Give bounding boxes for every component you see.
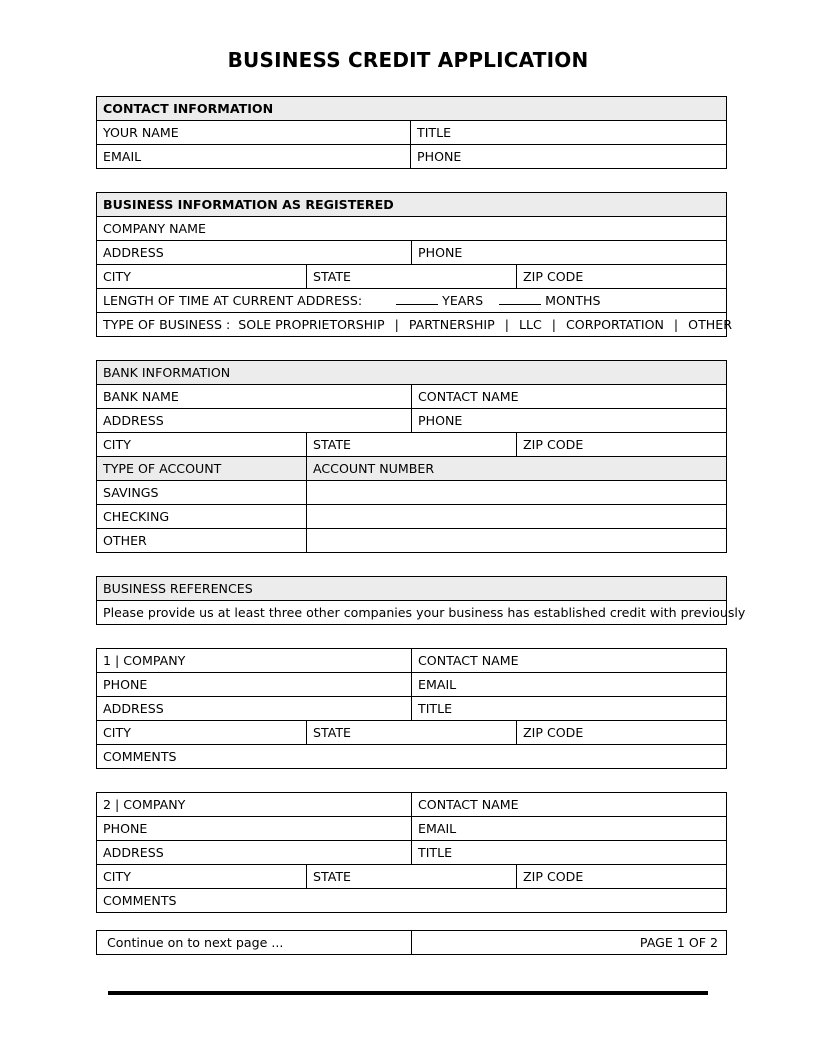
account-type-other: OTHER <box>97 529 307 553</box>
type-of-account-header: TYPE OF ACCOUNT <box>97 457 307 481</box>
ref1-phone-field[interactable]: PHONE <box>97 673 412 697</box>
length-of-time-row[interactable] <box>97 289 727 313</box>
ref2-state-field[interactable]: STATE <box>307 865 517 889</box>
ref1-contact-name-field[interactable]: CONTACT NAME <box>412 649 727 673</box>
ref2-contact-name-field[interactable]: CONTACT NAME <box>412 793 727 817</box>
savings-account-number-field[interactable] <box>307 481 727 505</box>
ref2-address-field[interactable]: ADDRESS <box>97 841 412 865</box>
bank-name-field[interactable]: BANK NAME <box>97 385 412 409</box>
business-address-field[interactable]: ADDRESS <box>97 241 412 265</box>
references-note: Please provide us at least three other companies your business has established credit with previously <box>97 601 727 625</box>
ref1-comments-field[interactable]: COMMENTS <box>97 745 727 769</box>
other-account-number-field[interactable] <box>307 529 727 553</box>
bank-state-field[interactable]: STATE <box>307 433 517 457</box>
business-zip-field[interactable]: ZIP CODE <box>517 265 727 289</box>
your-name-field[interactable]: YOUR NAME <box>97 121 411 145</box>
ref1-title-field[interactable]: TITLE <box>412 697 727 721</box>
option-sole-proprietorship[interactable]: SOLE PROPRIETORSHIP <box>238 317 385 332</box>
page-title: BUSINESS CREDIT APPLICATION <box>227 48 589 72</box>
bank-zip-field[interactable]: ZIP CODE <box>517 433 727 457</box>
title-field[interactable]: TITLE <box>411 121 727 145</box>
ref2-phone-field[interactable]: PHONE <box>97 817 412 841</box>
references-section-header: BUSINESS REFERENCES <box>97 577 727 601</box>
option-other[interactable]: OTHER <box>688 317 732 332</box>
ref2-company-field[interactable]: 2 | COMPANY <box>97 793 412 817</box>
ref1-address-field[interactable]: ADDRESS <box>97 697 412 721</box>
option-partnership[interactable]: PARTNERSHIP <box>408 317 495 332</box>
type-of-business-label: TYPE OF BUSINESS : <box>103 317 231 332</box>
continue-note: Continue on to next page ... <box>97 931 412 955</box>
months-blank[interactable] <box>499 290 541 305</box>
phone-field[interactable]: PHONE <box>411 145 727 169</box>
bank-phone-field[interactable]: PHONE <box>412 409 727 433</box>
years-blank[interactable] <box>396 290 438 305</box>
contact-information-section <box>96 96 727 169</box>
account-type-checking: CHECKING <box>97 505 307 529</box>
ref1-state-field[interactable]: STATE <box>307 721 517 745</box>
account-number-header: ACCOUNT NUMBER <box>307 457 727 481</box>
checking-account-number-field[interactable] <box>307 505 727 529</box>
bank-address-field[interactable]: ADDRESS <box>97 409 412 433</box>
ref2-title-field[interactable]: TITLE <box>412 841 727 865</box>
bank-city-field[interactable]: CITY <box>97 433 307 457</box>
bottom-divider <box>108 991 708 995</box>
bank-section-header: BANK INFORMATION <box>97 361 727 385</box>
ref2-zip-field[interactable]: ZIP CODE <box>517 865 727 889</box>
ref1-city-field[interactable]: CITY <box>97 721 307 745</box>
years-label: YEARS <box>442 293 484 308</box>
ref2-city-field[interactable]: CITY <box>97 865 307 889</box>
email-field[interactable]: EMAIL <box>97 145 411 169</box>
business-phone-field[interactable]: PHONE <box>412 241 727 265</box>
business-information-section <box>96 192 732 337</box>
bank-information-section <box>96 360 727 553</box>
reference-1-section <box>96 648 727 769</box>
account-type-savings: SAVINGS <box>97 481 307 505</box>
option-corporation[interactable]: CORPORTATION <box>566 317 664 332</box>
reference-2-section <box>96 792 727 913</box>
ref1-company-field[interactable]: 1 | COMPANY <box>97 649 412 673</box>
business-section-header: BUSINESS INFORMATION AS REGISTERED <box>97 193 727 217</box>
length-of-time-label: LENGTH OF TIME AT CURRENT ADDRESS: <box>103 293 363 308</box>
ref2-comments-field[interactable]: COMMENTS <box>97 889 727 913</box>
company-name-field[interactable]: COMPANY NAME <box>97 217 727 241</box>
page-number: PAGE 1 OF 2 <box>412 931 727 955</box>
option-llc[interactable]: LLC <box>518 317 542 332</box>
ref1-email-field[interactable]: EMAIL <box>412 673 727 697</box>
bank-contact-name-field[interactable]: CONTACT NAME <box>412 385 727 409</box>
business-city-field[interactable]: CITY <box>97 265 307 289</box>
page-footer <box>96 930 727 955</box>
months-label: MONTHS <box>545 293 601 308</box>
contact-section-header: CONTACT INFORMATION <box>97 97 727 121</box>
business-state-field[interactable]: STATE <box>307 265 517 289</box>
ref1-zip-field[interactable]: ZIP CODE <box>517 721 727 745</box>
ref2-email-field[interactable]: EMAIL <box>412 817 727 841</box>
business-references-section <box>96 576 746 625</box>
type-of-business-row: TYPE OF BUSINESS : SOLE PROPRIETORSHIP | PARTNERSHIP | LLC | CORPORTATION | OTHER <box>97 313 727 337</box>
